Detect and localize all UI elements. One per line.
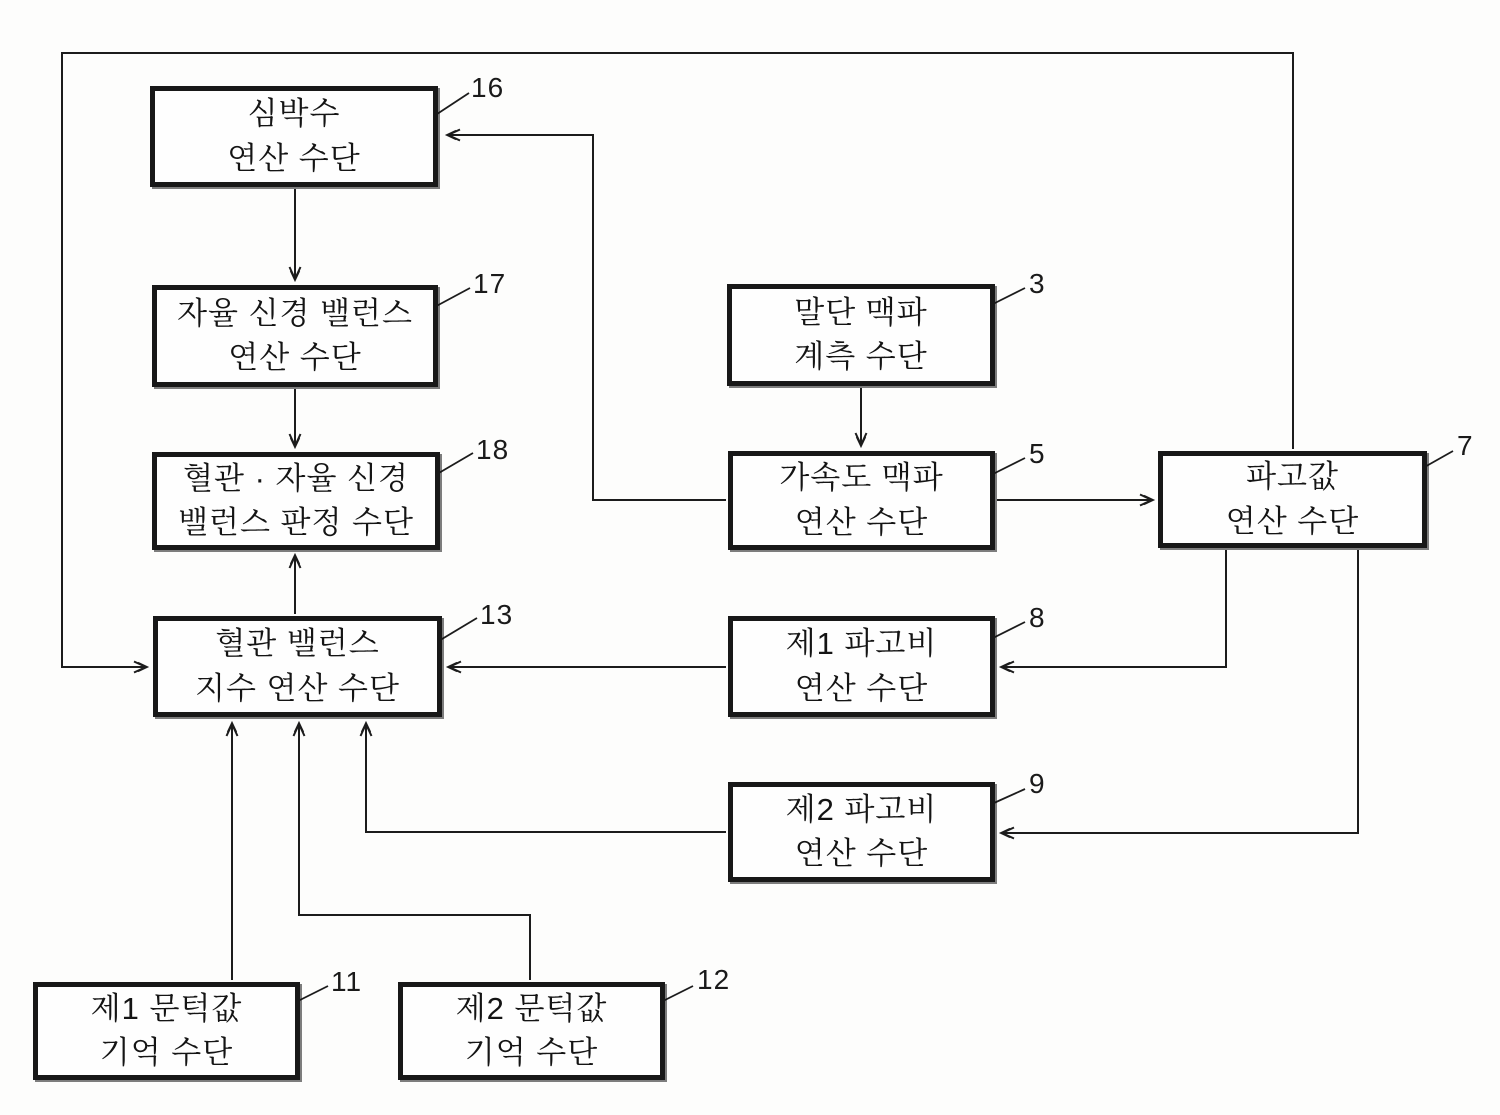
- box-autonomic-balance-calc: [152, 285, 438, 387]
- box-vascular-balance-index-calc-label: 혈관 밸런스 지수 연산 수단: [195, 626, 400, 706]
- edge-7-9: [1002, 550, 1358, 833]
- box-autonomic-balance-calc-label: 자율 신경 밸런스 연산 수단: [177, 295, 413, 375]
- ref-12: 12: [697, 964, 731, 995]
- box-vascular-autonomic-balance-judge: [152, 452, 440, 550]
- box-second-peak-ratio-calc: [728, 782, 995, 882]
- box-second-peak-ratio-calc-label: 제2 파고비 연산 수단: [785, 791, 938, 871]
- box-first-threshold-memory-label: 제1 문턱값 기억 수단: [90, 990, 243, 1070]
- ref-9: 9: [1029, 768, 1046, 799]
- ref-18: 18: [476, 434, 510, 465]
- leader-13: [437, 618, 477, 642]
- box-first-threshold-memory: [33, 982, 300, 1080]
- box-first-peak-ratio-calc-label: 제1 파고비 연산 수단: [785, 626, 938, 706]
- box-second-threshold-memory: [398, 982, 665, 1080]
- box-peripheral-pulse-measure-label: 말단 맥파 계측 수단: [794, 294, 928, 374]
- box-heart-rate-calc: [150, 86, 438, 187]
- box-vascular-autonomic-balance-judge-label: 혈관 · 자율 신경 밸런스 판정 수단: [178, 460, 414, 540]
- box-vascular-balance-index-calc: [153, 616, 442, 717]
- box-peak-value-calc-label: 파고값 연산 수단: [1225, 459, 1360, 539]
- box-peak-value-calc: [1158, 451, 1427, 548]
- ref-3: 3: [1029, 268, 1046, 299]
- ref-13: 13: [480, 599, 514, 630]
- box-acceleration-pulse-calc-label: 가속도 맥파 연산 수단: [779, 460, 944, 540]
- edge-12-13: [299, 724, 530, 980]
- ref-7: 7: [1457, 430, 1474, 461]
- box-first-peak-ratio-calc: [728, 616, 995, 717]
- box-second-threshold-memory-label: 제2 문턱값 기억 수단: [455, 990, 608, 1070]
- edge-9-13: [366, 724, 726, 832]
- ref-16: 16: [471, 72, 505, 103]
- box-acceleration-pulse-calc: [728, 451, 995, 550]
- ref-5: 5: [1029, 438, 1046, 469]
- ref-11: 11: [331, 966, 363, 997]
- box-heart-rate-calc-label: 심박수 연산 수단: [227, 96, 361, 176]
- ref-17: 17: [473, 268, 507, 299]
- ref-8: 8: [1029, 602, 1046, 633]
- box-peripheral-pulse-measure: [727, 284, 995, 386]
